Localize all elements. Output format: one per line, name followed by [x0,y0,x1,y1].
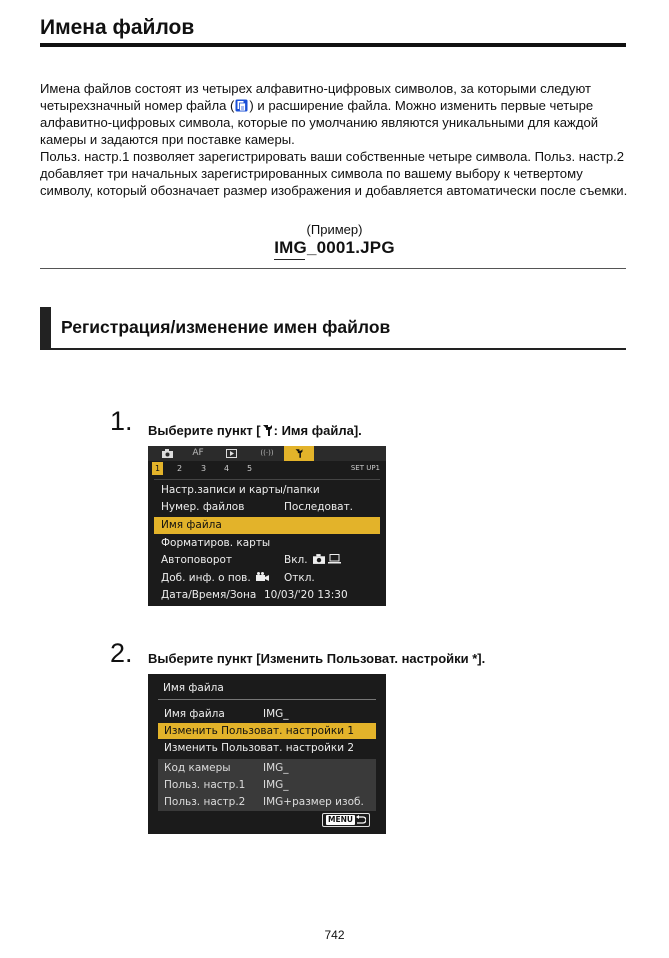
step-1-text-before: Выберите пункт [ [148,423,261,438]
row-divider [154,479,380,480]
file-name-screen [148,674,386,834]
play-icon [226,449,237,458]
info-label: Польз. настр.2 [164,796,246,808]
menu-subtab-bar [148,462,386,475]
title-rule [40,43,626,47]
menu-item-auto-rotate[interactable] [154,552,380,569]
back-arrow-icon [355,815,366,825]
subtab-2[interactable]: 2 [177,464,183,473]
section-bar [40,307,51,350]
subtab-1[interactable]: 1 [152,462,163,475]
menu-item-label: Имя файла [164,708,225,720]
subtab-4[interactable]: 4 [224,464,230,473]
tab-playback[interactable] [220,446,242,461]
menu-back-button[interactable] [322,813,370,827]
auto-rotate-value: Вкл. [284,554,308,566]
tab-af[interactable]: AF [192,448,204,458]
file-number-icon [235,99,248,112]
subtab-5[interactable]: 5 [247,464,253,473]
menu-item-file-name[interactable] [154,517,380,534]
menu-item-label: Автоповорот [161,554,233,566]
camera-icon [162,449,173,458]
menu-item-format-card[interactable] [154,535,380,552]
info-row-user-setting-2 [158,794,376,810]
menu-button-label: MENU [328,815,353,824]
info-row-user-setting-1 [158,777,376,793]
example-underline [274,259,305,260]
menu-item-change-user-setting-1[interactable] [158,723,376,739]
screen-title-rule [158,699,376,700]
page-title: Имена файлов [40,16,195,39]
menu-item-label: Дата/Время/Зона [161,589,257,601]
menu-item-label: Изменить Пользоват. настройки 1 [164,725,355,737]
step-2-text: Выберите пункт [Изменить Пользоват. настройки *]. [148,651,486,666]
page-number: 742 [324,928,345,942]
menu-item-change-user-setting-2[interactable] [158,740,376,756]
info-value: IMG_ [263,762,289,774]
menu-item-file-numbering[interactable] [154,499,380,516]
subtab-3[interactable]: 3 [201,464,207,473]
wrench-icon [294,448,304,459]
tab-shooting[interactable] [156,446,178,461]
menu-item-add-orientation[interactable] [154,570,380,587]
menu-item-label: Настр.записи и карты/папки [161,484,320,496]
tab-wireless[interactable]: ((·)) [260,449,274,457]
step-1-number: 1. [110,406,133,436]
menu-item-date-time[interactable] [154,587,380,604]
menu-item-value: Откл. [284,572,315,584]
menu-item-value: IMG_ [263,708,289,720]
wrench-icon [261,424,274,437]
example-filename: IMG_0001.JPG [274,238,395,257]
menu-tab-bar [148,446,386,461]
info-value: IMG_ [263,779,289,791]
menu-item-label: Доб. инф. о пов. [161,572,251,584]
intro-paragraph-2: Польз. настр.1 позволяет зарегистрировать ваши собственные четыре символа. Польз. настр.2 добавляет три начальных зарегистрированных символа по вашему выбору к четвертому символу, который обозначает размер изображения и добавляется автоматически после съемки. [40,149,628,198]
menu-item-label: Имя файла [161,519,222,531]
example-label: (Пример) [306,222,363,237]
info-label: Польз. настр.1 [164,779,246,791]
info-value: IMG+размер изоб. [263,796,364,808]
info-label: Код камеры [164,762,231,774]
section-title: Регистрация/изменение имен файлов [61,317,391,337]
info-row-camera-code [158,760,376,776]
camera-icon [313,554,325,564]
menu-item-label: Изменить Пользоват. настройки 2 [164,742,355,754]
menu-item-value: Последоват. [284,501,354,513]
menu-item-value: 10/03/'20 13:30 [264,589,348,601]
menu-item-card-folder[interactable] [154,482,380,499]
menu-item-value [284,552,341,569]
menu-item-label: Нумер. файлов [161,501,245,513]
menu-item-label: Форматиров. карты [161,537,271,549]
step-1-text-after: : Имя файла]. [273,423,362,438]
intro-paragraph-1 [40,80,630,148]
menu-item-file-name[interactable] [158,706,376,722]
step-2-number: 2. [110,638,133,668]
setup-page-label: SET UP1 [350,464,380,472]
step-1-text [148,423,362,438]
intro-p1-before: Имена файлов состоят из четырех алфавитно-цифровых символов, за которыми следуют четырехзначный номер файла ( [40,81,592,113]
tab-setup[interactable] [284,446,314,461]
computer-icon [328,554,341,564]
movie-icon [256,572,270,582]
screen-title: Имя файла [163,682,224,694]
intro-p1-after: ) и расширение файла. Можно изменить первые четыре алфавитно-цифровых символа, которые по умолчанию являются уникальными для каждой камеры и задаются при поставке камеры. [40,98,599,147]
camera-menu-screen [148,446,386,606]
section-rule [51,348,626,350]
divider [40,268,626,269]
intro-text [40,80,630,199]
